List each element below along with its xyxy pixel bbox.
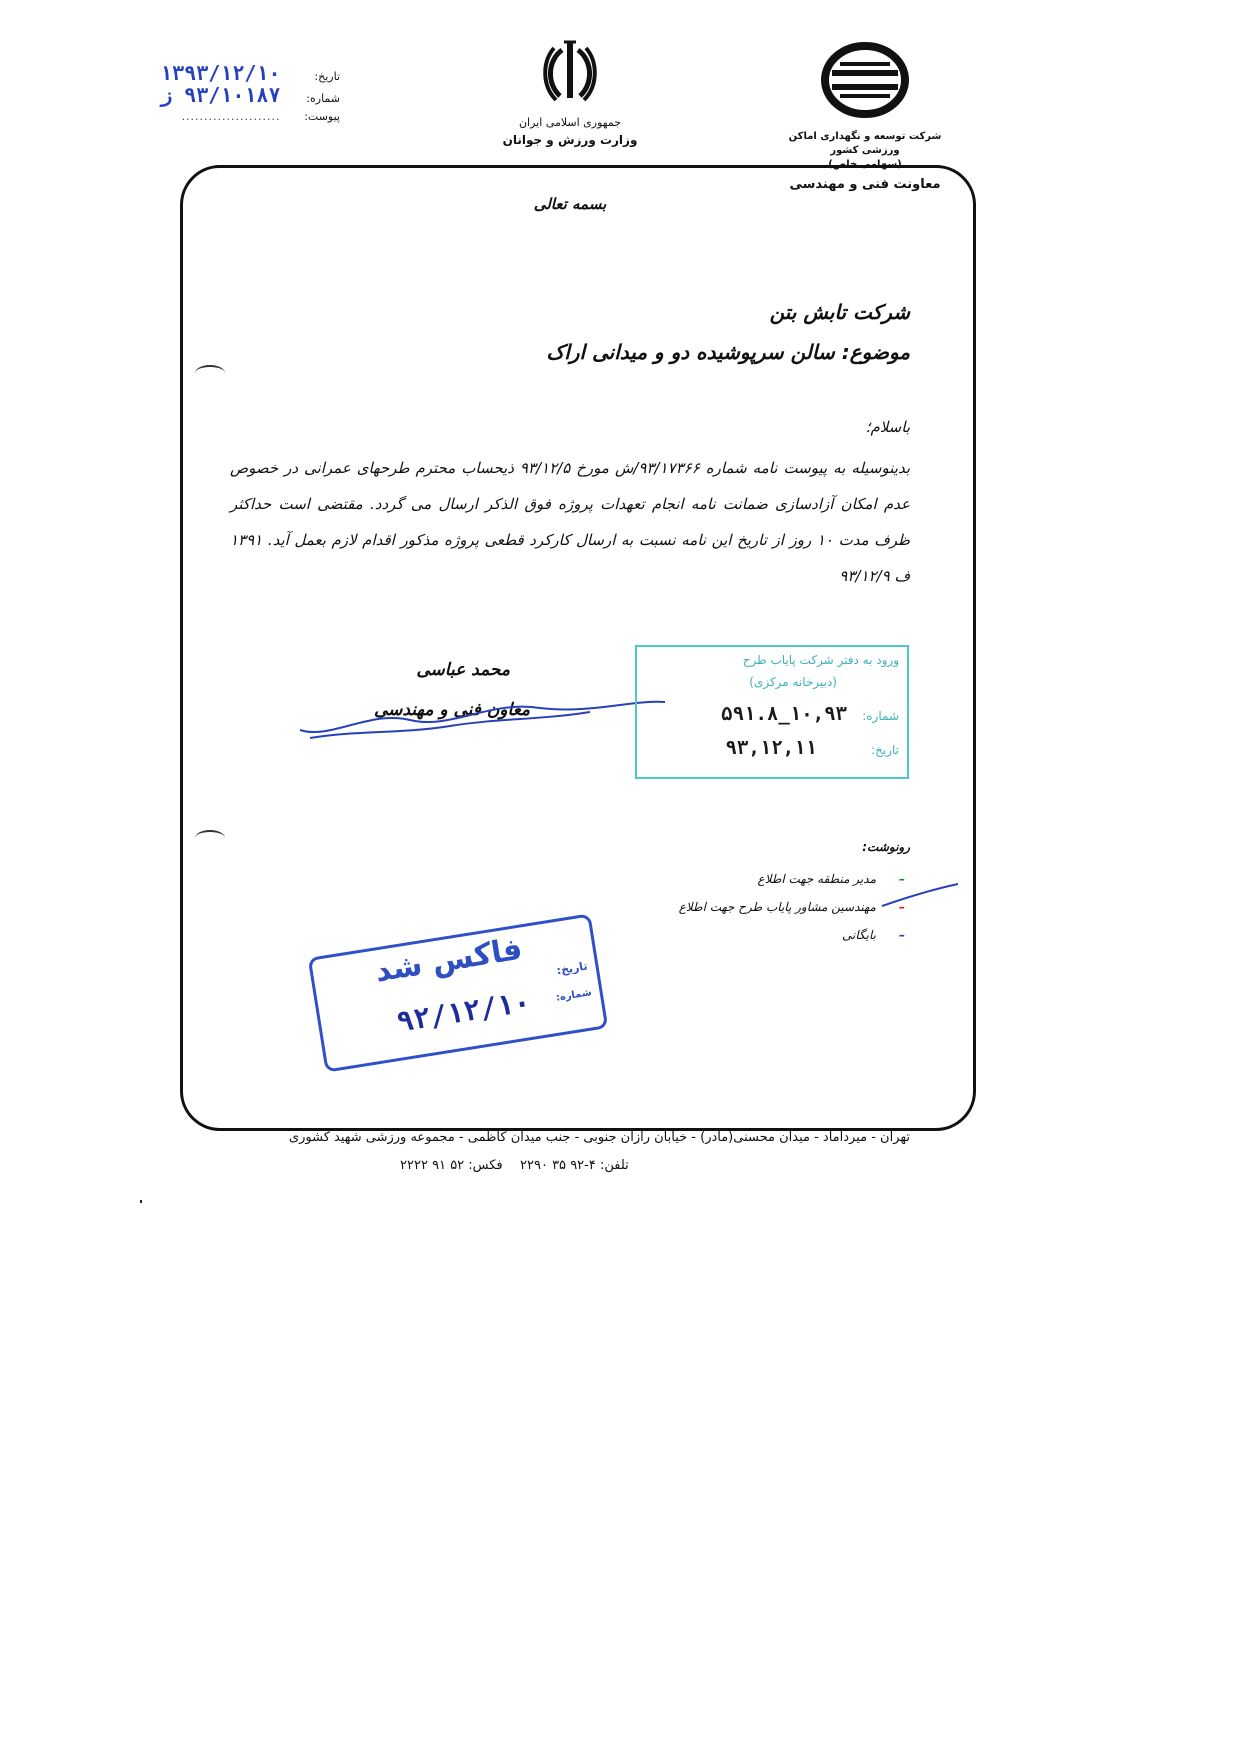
- iran-emblem-icon: [540, 38, 600, 108]
- number-value: ۹۳/۱۰۱۸۷ ز: [160, 83, 281, 107]
- date-label: تاریخ:: [314, 70, 340, 83]
- receipt-date-value: ۹۳,۱۲,۱۱: [725, 737, 817, 759]
- cc-item-label: بایگانی: [842, 928, 876, 942]
- receipt-date-label: تاریخ:: [871, 743, 899, 757]
- government-header: [490, 38, 650, 147]
- cc-title: رونوشت:: [862, 840, 910, 854]
- attachment-row: [140, 106, 340, 128]
- fax-stamp-date-value: ۹۲/۱۲/۱۰: [394, 985, 533, 1039]
- list-item: [610, 865, 910, 893]
- cc-dash: –: [899, 900, 905, 914]
- letter-body: بدینوسیله به پیوست نامه شماره ۹۳/۱۷۳۶۶/ش مورخ ۹۳/۱۲/۵ ذیحساب محترم طرحهای عمرانی در خصوص عدم امکان آزادسازی ضمانت نامه انجام تعهدات پروژه فوق الذکر ارسال می گردد. مقتضی است حداکثر ظرف مدت ۱۰ روز از تاریخ این نامه نسبت به ارسال کارکرد قطعی پروژه مذکور اقدام لازم بعمل آید. ۱۳۹۱ ف ۹۳/۱۲/۹: [230, 459, 910, 585]
- receipt-number-value: ۱۰,۹۳_۵۹۱.۸: [721, 703, 847, 725]
- receipt-stamp-line1: ورود به دفتر شرکت پایاب طرح: [742, 653, 899, 667]
- company-department: معاونت فنی و مهندسی: [789, 177, 941, 192]
- gov-country: جمهوری اسلامی ایران: [518, 116, 622, 129]
- company-type: (سهامی خاص): [828, 159, 902, 170]
- company-logo-icon: [820, 40, 910, 120]
- signer-title: معاون فنی و مهندسی: [374, 700, 530, 720]
- attachment-label: پیوست:: [304, 110, 340, 123]
- greeting: باسلام؛: [865, 418, 910, 436]
- cc-dash: –: [899, 928, 905, 942]
- receipt-stamp-line2: (دبیرخانه مرکزی): [749, 675, 837, 689]
- receipt-stamp: [635, 645, 909, 779]
- number-label: شماره:: [306, 92, 340, 105]
- signature-scribble-icon: [290, 690, 670, 750]
- footer-address: تهران - میرداماد - میدان محسنی(مادر) - خیابان رازان جنوبی - جنب میدان کاظمی - مجموعه ورزشی شهید کشوری: [288, 1130, 910, 1145]
- letter-meta: [140, 62, 340, 128]
- subject: موضوع: سالن سرپوشیده دو و میدانی اراک: [546, 340, 910, 364]
- receipt-number-label: شماره:: [862, 709, 899, 723]
- recipient: شرکت تابش بتن: [769, 300, 910, 324]
- list-item: [610, 921, 910, 949]
- footer-fax: فکس: ۵۲ ۹۱ ۲۲۲۲: [400, 1158, 503, 1173]
- cc-item-label: مدیر منطقه جهت اطلاع: [757, 872, 876, 886]
- number-row: [140, 84, 340, 106]
- fax-stamp-date-label: تاریخ:: [555, 959, 589, 978]
- attachment-dots: ......................: [181, 110, 281, 123]
- company-name: شرکت توسعه و نگهداری اماکن ورزشی کشور: [788, 131, 942, 156]
- cc-list: [610, 865, 910, 949]
- fax-stamp-title: فاکس شد: [372, 931, 525, 990]
- pen-stroke-icon: [880, 880, 960, 910]
- punch-hole-mark: [195, 830, 225, 846]
- bismillah: بسمه تعالی: [533, 195, 607, 213]
- footer-phone: تلفن: ۴-۹۲ ۳۵ ۲۲۹۰: [520, 1158, 629, 1173]
- punch-hole-mark: [195, 365, 225, 381]
- date-value: ۱۳۹۳/۱۲/۱۰: [160, 61, 281, 85]
- scan-speck: [140, 1200, 142, 1203]
- gov-ministry: وزارت ورزش و جوانان: [502, 133, 638, 147]
- date-row: [140, 62, 340, 84]
- list-item: [610, 893, 910, 921]
- signer-name: محمد عباسی: [416, 660, 510, 680]
- fax-stamp-number-label: شماره:: [555, 987, 593, 1004]
- cc-dash: –: [899, 872, 905, 886]
- cc-item-label: مهندسین مشاور پایاب طرح جهت اطلاع: [678, 900, 876, 914]
